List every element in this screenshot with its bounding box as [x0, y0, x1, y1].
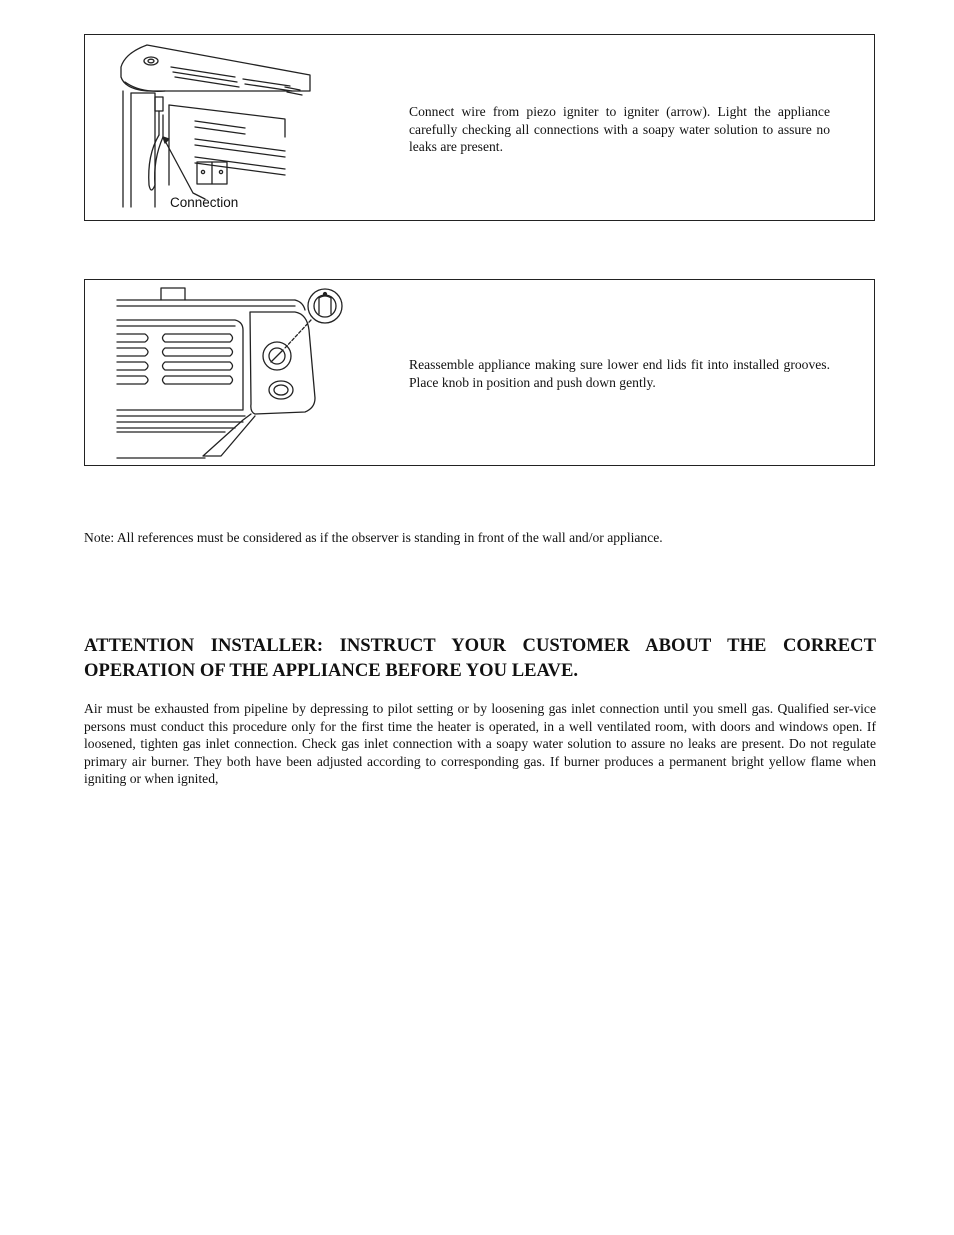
step-2-panel: [84, 279, 875, 466]
attention-heading: ATTENTION INSTALLER: INSTRUCT YOUR CUSTOMER ABOUT THE CORRECT OPERATION OF THE APPLIANCE BEFORE YOU LEAVE.: [84, 635, 876, 681]
step-2-instructions: Reassemble appliance making sure lower end lids fit into installed grooves. Place knob in position and push down gently.: [409, 357, 830, 390]
reassembly-illustration: [85, 280, 355, 465]
observer-note: Note: All references must be considered as if the observer is standing in front of the wall and/or appliance.: [84, 530, 663, 545]
air-exhaust-instructions: Air must be exhausted from pipeline by depressing to pilot setting or by loosening gas inlet connection until you smell gas. Qualified ser-vice persons must conduct this procedure only for the first time the heater is operated, in a well ventilated room, with doors and windows open. If loosened, tighten gas inlet connection. Check gas inlet connection with a soapy water solution to assure no leaks are present. Do not regulate primary air burner. They both have been adjusted according to corresponding gas. If burner produces a permanent bright yellow flame when igniting or when ignited,: [84, 701, 876, 787]
connection-callout: Connection: [170, 195, 239, 210]
igniter-connection-illustration: [85, 35, 325, 220]
step-1-panel: [84, 34, 875, 221]
step-1-instructions: Connect wire from piezo igniter to igniter (arrow). Light the appliance carefully checking all connections with a soapy water solution to assure no leaks are present.: [409, 104, 830, 154]
